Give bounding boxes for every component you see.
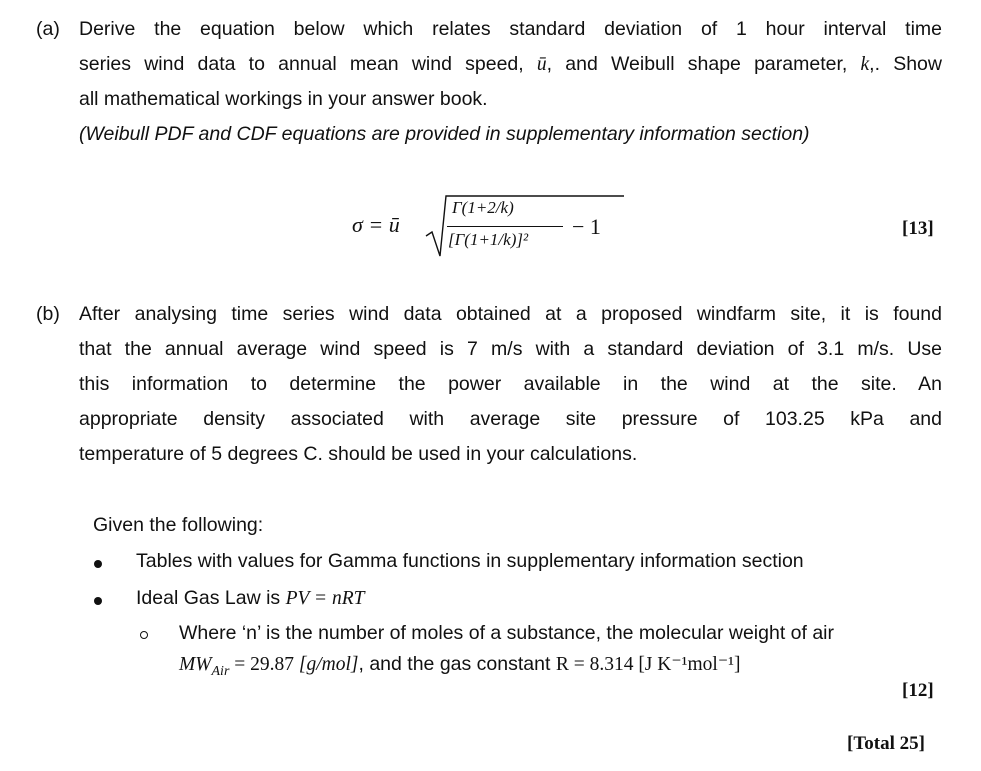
sub-bullet-mid: , and the gas constant — [358, 653, 556, 675]
part-a-line-3: all mathematical workings in your answer book. — [79, 88, 488, 110]
part-a-marks: [13] — [902, 218, 934, 239]
ubar-symbol: ū — [536, 54, 547, 75]
bullet-icon — [94, 597, 102, 605]
part-a-line-2-post: ,. Show — [869, 53, 942, 75]
mw-subscript: Air — [211, 663, 230, 679]
fraction-bar — [447, 226, 563, 227]
equation-denominator: [Γ(1+1/k)]² — [448, 230, 529, 249]
total-marks: [Total 25] — [847, 733, 925, 754]
equation-numerator: Γ(1+2/k) — [452, 198, 514, 217]
part-b-line-1: After analysing time series wind data obtained at a proposed windfarm site, it is found — [79, 303, 942, 325]
part-b-line-2: that the annual average wind speed is 7 m/s with a standard deviation of 3.1 m/s. Use — [79, 338, 942, 360]
part-b-marks: [12] — [902, 680, 934, 701]
part-a-line-1: Derive the equation below which relates standard deviation of 1 hour interval time — [79, 18, 942, 40]
mw-unit: [g/mol] — [298, 654, 359, 675]
mw-symbol: MW — [179, 654, 212, 675]
ideal-gas-formula: PV = nRT — [285, 588, 365, 609]
gas-constant: R = 8.314 [J K⁻¹mol⁻¹] — [555, 654, 741, 675]
bullet-gamma-tables: Tables with values for Gamma functions in supplementary information section — [136, 550, 804, 572]
sub-bullet-line-1: Where ‘n’ is the number of moles of a substance, the molecular weight of air — [179, 622, 835, 644]
part-b-line-5: temperature of 5 degrees C. should be used in your calculations. — [79, 443, 638, 465]
k-symbol: k — [860, 54, 870, 75]
equation-lhs: σ = ū — [352, 212, 400, 237]
part-a-note: (Weibull PDF and CDF equations are provided in supplementary information section) — [79, 123, 810, 145]
bullet-ideal-gas — [136, 587, 364, 610]
given-heading: Given the following: — [93, 514, 264, 536]
part-b-label: (b) — [36, 303, 60, 325]
part-a-label: (a) — [36, 18, 60, 40]
sub-bullet-line-2 — [179, 652, 740, 680]
part-b-line-4: appropriate density associated with average site pressure of 103.25 kPa and — [79, 408, 942, 430]
part-a-line-2-mid: , and Weibull shape parameter, — [546, 53, 861, 75]
sigma-equation — [352, 192, 632, 262]
ideal-gas-text: Ideal Gas Law is — [136, 587, 286, 609]
part-a-line-2-pre: series wind data to annual mean wind speed, — [79, 53, 537, 75]
part-a-line-2 — [79, 53, 942, 76]
bullet-icon — [94, 560, 102, 568]
equation-tail: − 1 — [572, 214, 601, 239]
part-b-line-3: this information to determine the power available in the wind at the site. An — [79, 373, 942, 395]
sub-bullet-icon — [140, 631, 148, 639]
mw-value: = 29.87 — [229, 654, 299, 675]
